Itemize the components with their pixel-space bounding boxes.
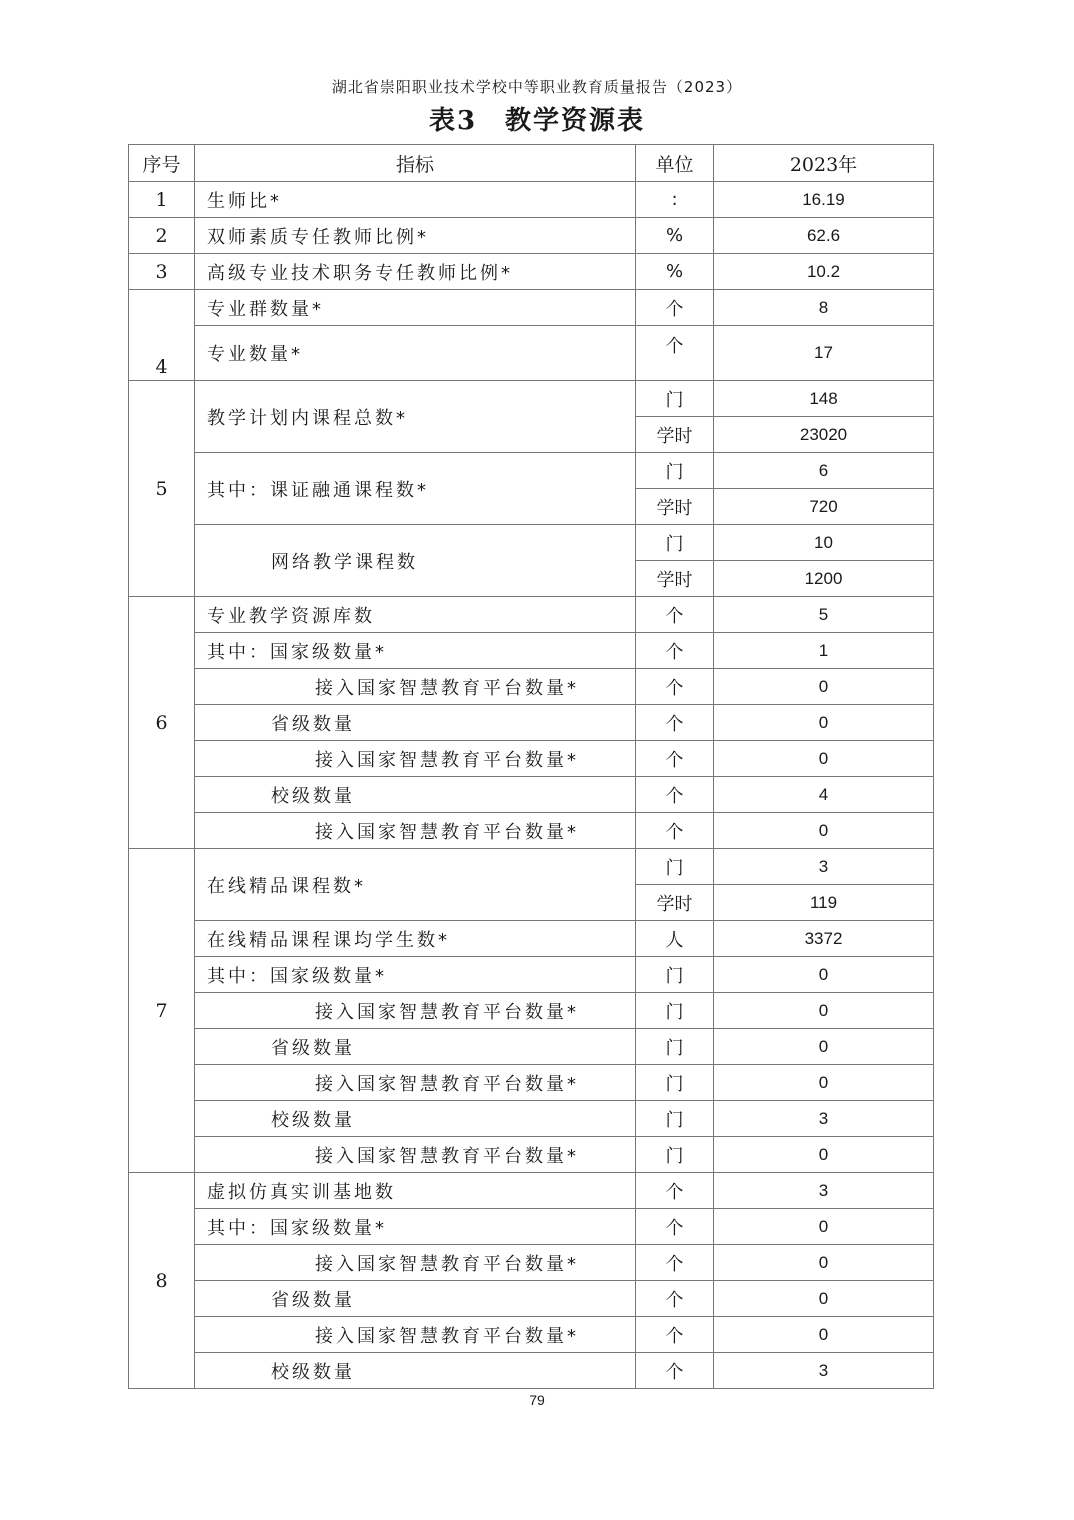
indicator-cell: 虚拟仿真实训基地数 [195, 1173, 636, 1209]
indicator-cell: 其中：课证融通课程数* [195, 453, 636, 525]
unit-cell: 个 [636, 1281, 714, 1317]
unit-cell: 门 [636, 1137, 714, 1173]
indicator-cell: 接入国家智慧教育平台数量* [195, 1065, 636, 1101]
table-row [129, 381, 934, 417]
indicator-cell: 生师比* [195, 182, 636, 218]
value-cell: 0 [714, 813, 934, 849]
value-cell: 0 [714, 1065, 934, 1101]
unit-cell: 门 [636, 849, 714, 885]
unit-cell: 个 [636, 741, 714, 777]
indicator-cell: 双师素质专任教师比例* [195, 218, 636, 254]
indicator-cell: 其中：国家级数量* [195, 1209, 636, 1245]
indicator-cell: 其中：国家级数量* [195, 957, 636, 993]
value-cell: 0 [714, 1245, 934, 1281]
table-row [129, 525, 934, 561]
table-header-row [129, 145, 934, 182]
value-cell: 1200 [714, 561, 934, 597]
table-row [129, 1065, 934, 1101]
table-row [129, 921, 934, 957]
table-row [129, 1281, 934, 1317]
table-row [129, 813, 934, 849]
value-cell: 62.6 [714, 218, 934, 254]
table-row [129, 1173, 934, 1209]
value-cell: 0 [714, 1209, 934, 1245]
value-cell: 0 [714, 705, 934, 741]
unit-cell: 个 [636, 633, 714, 669]
table-title: 表3 教学资源表 [428, 106, 646, 136]
header-indicator: 指标 [195, 145, 636, 182]
table-row [129, 1101, 934, 1137]
indicator-cell: 网络教学课程数 [195, 525, 636, 597]
indicator-cell: 校级数量 [195, 1101, 636, 1137]
value-cell: 3 [714, 1353, 934, 1389]
unit-cell: 个 [636, 669, 714, 705]
value-cell: 0 [714, 741, 934, 777]
value-cell: 0 [714, 669, 934, 705]
table-row [129, 705, 934, 741]
header-unit: 单位 [636, 145, 714, 182]
table-row [129, 1353, 934, 1389]
value-cell: 23020 [714, 417, 934, 453]
unit-cell: : [636, 182, 714, 218]
value-cell: 3372 [714, 921, 934, 957]
indicator-cell: 接入国家智慧教育平台数量* [195, 1317, 636, 1353]
indicator-cell: 专业数量* [195, 326, 636, 381]
indicator-cell: 省级数量 [195, 1281, 636, 1317]
table-row [129, 777, 934, 813]
indicator-cell: 其中：国家级数量* [195, 633, 636, 669]
value-cell: 3 [714, 849, 934, 885]
unit-cell: 个 [636, 1173, 714, 1209]
value-cell: 0 [714, 1137, 934, 1173]
table-row [129, 182, 934, 218]
table-row [129, 669, 934, 705]
table-row [129, 957, 934, 993]
table-row [129, 1317, 934, 1353]
unit-cell: 个 [636, 705, 714, 741]
indicator-cell: 专业群数量* [195, 290, 636, 326]
indicator-cell: 接入国家智慧教育平台数量* [195, 813, 636, 849]
value-cell: 10 [714, 525, 934, 561]
table-row [129, 453, 934, 489]
table-row [129, 1137, 934, 1173]
table-row [129, 1209, 934, 1245]
seq-cell: 8 [129, 1173, 195, 1389]
value-cell: 0 [714, 993, 934, 1029]
unit-cell: % [636, 218, 714, 254]
seq-cell: 1 [129, 182, 195, 218]
unit-cell: % [636, 254, 714, 290]
unit-cell: 个 [636, 597, 714, 633]
seq-cell: 5 [129, 381, 195, 597]
seq-cell: 2 [129, 218, 195, 254]
table-row [129, 849, 934, 885]
indicator-cell: 省级数量 [195, 705, 636, 741]
unit-cell: 个 [636, 813, 714, 849]
table-row [129, 1029, 934, 1065]
seq-cell: 6 [129, 597, 195, 849]
indicator-cell: 校级数量 [195, 777, 636, 813]
unit-cell: 个 [636, 1353, 714, 1389]
unit-cell: 门 [636, 1029, 714, 1065]
indicator-cell: 接入国家智慧教育平台数量* [195, 741, 636, 777]
indicator-cell: 接入国家智慧教育平台数量* [195, 1245, 636, 1281]
value-cell: 1 [714, 633, 934, 669]
unit-cell: 学时 [636, 885, 714, 921]
indicator-cell: 在线精品课程数* [195, 849, 636, 921]
unit-cell: 个 [636, 1209, 714, 1245]
unit-cell: 门 [636, 993, 714, 1029]
indicator-cell: 校级数量 [195, 1353, 636, 1389]
table-row [129, 633, 934, 669]
unit-cell: 门 [636, 525, 714, 561]
value-cell: 148 [714, 381, 934, 417]
value-cell: 119 [714, 885, 934, 921]
value-cell: 16.19 [714, 182, 934, 218]
unit-cell: 门 [636, 381, 714, 417]
unit-cell: 个 [636, 326, 714, 381]
indicator-cell: 专业教学资源库数 [195, 597, 636, 633]
value-cell: 4 [714, 777, 934, 813]
value-cell: 0 [714, 1281, 934, 1317]
value-cell: 0 [714, 957, 934, 993]
value-cell: 8 [714, 290, 934, 326]
teaching-resources-table [128, 144, 934, 1389]
header-seq: 序号 [129, 145, 195, 182]
value-cell: 0 [714, 1029, 934, 1065]
unit-cell: 个 [636, 1317, 714, 1353]
indicator-cell: 高级专业技术职务专任教师比例* [195, 254, 636, 290]
seq-cell: 7 [129, 849, 195, 1173]
value-cell: 720 [714, 489, 934, 525]
value-cell: 3 [714, 1173, 934, 1209]
seq-cell: 3 [129, 254, 195, 290]
unit-cell: 门 [636, 1101, 714, 1137]
unit-cell: 门 [636, 1065, 714, 1101]
unit-cell: 人 [636, 921, 714, 957]
value-cell: 17 [714, 326, 934, 381]
value-cell: 3 [714, 1101, 934, 1137]
value-cell: 10.2 [714, 254, 934, 290]
indicator-cell: 接入国家智慧教育平台数量* [195, 1137, 636, 1173]
indicator-cell: 接入国家智慧教育平台数量* [195, 993, 636, 1029]
table-row [129, 326, 934, 381]
report-header: 湖北省崇阳职业技术学校中等职业教育质量报告（2023） [331, 78, 743, 96]
indicator-cell: 省级数量 [195, 1029, 636, 1065]
unit-cell: 学时 [636, 489, 714, 525]
indicator-cell: 在线精品课程课均学生数* [195, 921, 636, 957]
unit-cell: 门 [636, 453, 714, 489]
unit-cell: 学时 [636, 561, 714, 597]
unit-cell: 个 [636, 290, 714, 326]
table-row [129, 597, 934, 633]
value-cell: 6 [714, 453, 934, 489]
table-row [129, 254, 934, 290]
unit-cell: 个 [636, 777, 714, 813]
page-number: 79 [529, 1392, 545, 1408]
unit-cell: 学时 [636, 417, 714, 453]
table-row [129, 218, 934, 254]
table-row [129, 290, 934, 326]
indicator-cell: 接入国家智慧教育平台数量* [195, 669, 636, 705]
header-year: 2023年 [714, 145, 934, 182]
value-cell: 5 [714, 597, 934, 633]
unit-cell: 门 [636, 957, 714, 993]
table-row [129, 741, 934, 777]
table-row [129, 993, 934, 1029]
table-row [129, 1245, 934, 1281]
value-cell: 0 [714, 1317, 934, 1353]
indicator-cell: 教学计划内课程总数* [195, 381, 636, 453]
unit-cell: 个 [636, 1245, 714, 1281]
seq-cell: 4 [129, 290, 195, 381]
